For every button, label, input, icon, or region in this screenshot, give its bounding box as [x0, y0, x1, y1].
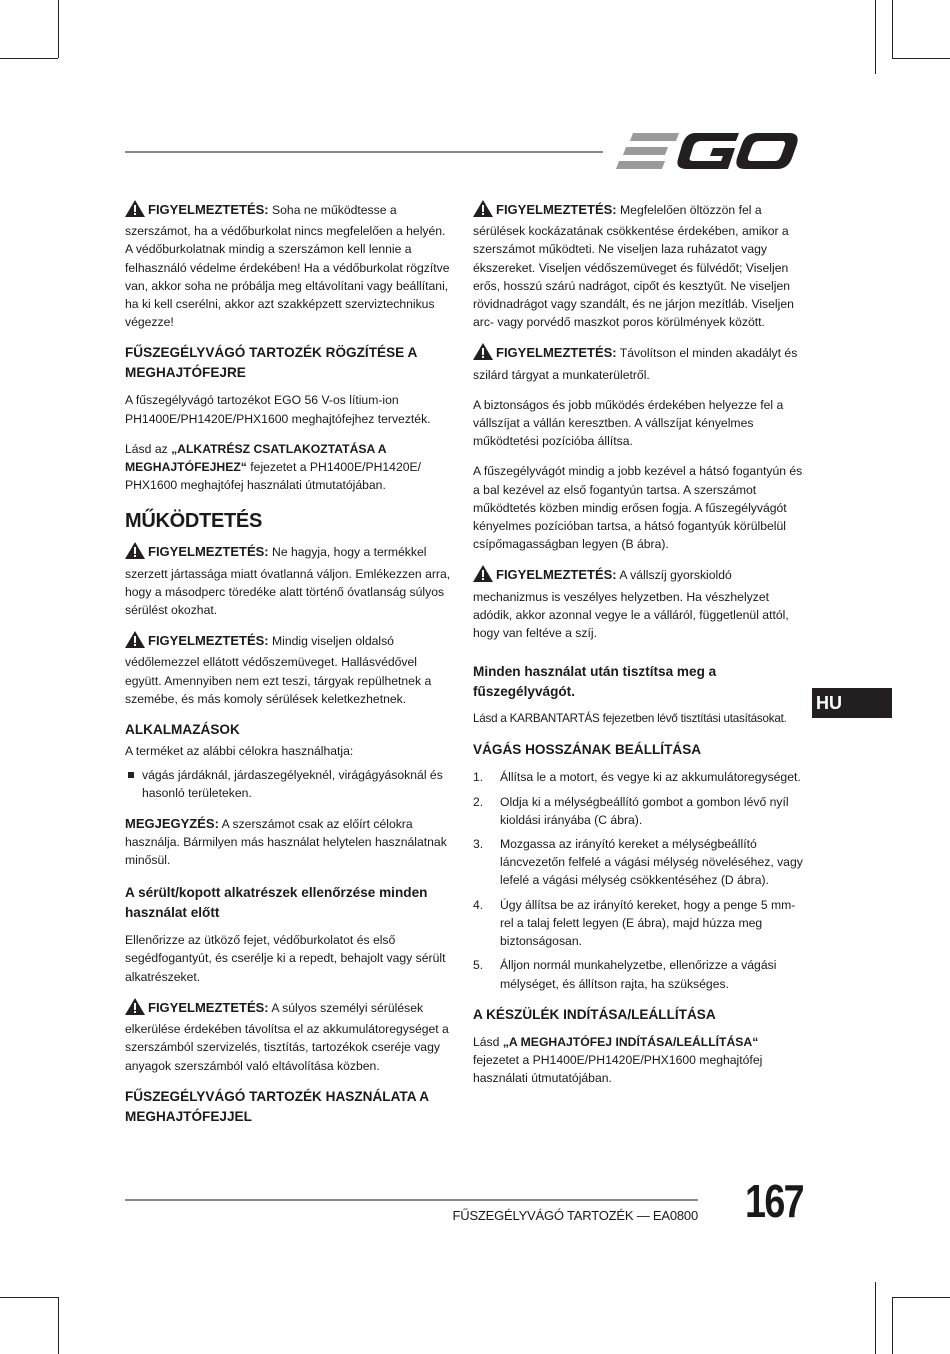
crop-mark — [892, 0, 893, 58]
step-text: Mozgassa az irányító kereket a mélységbeállító láncvezetőn felfelé a vágási mélység növeléséhez, vagy lefelé a vágási mélység csökkentéséhez (D ábra). — [500, 837, 803, 888]
step-number: 3. — [473, 837, 484, 852]
warning-triangle-icon — [473, 200, 493, 222]
crop-mark — [892, 1297, 893, 1354]
crop-mark — [58, 1297, 59, 1354]
heading-attach: FŰSZEGÉLYVÁGÓ TARTOZÉK RÖGZÍTÉSE A MEGHAJTÓFEJRE — [125, 345, 417, 381]
warning-label: FIGYELMEZTETÉS: — [148, 544, 269, 560]
heading-operation: MŰKÖDTETÉS — [125, 510, 263, 533]
right-column — [473, 200, 803, 1099]
applications-list — [125, 766, 455, 802]
warning-remove-battery — [125, 998, 455, 1075]
list-item — [473, 956, 803, 992]
paragraph-applications: A terméket az alábbi célokra használhatja: — [125, 744, 354, 759]
cross-reference: „A MEGHAJTÓFEJ INDÍTÁSA/LEÁLLÍTÁSA“ — [502, 1034, 759, 1049]
step-text: Oldja ki a mélységbeállító gombot a gombon lévő nyíl kioldási irányába (C ábra). — [500, 794, 789, 827]
warning-text: Soha ne működtesse a szerszámot, ha a védőburkolat nincs megfelelően a helyén. A védőburkolatnak mindig a szerszámon kell lennie a felhasználó védelme érdekében! Ha a védőburkolat rögzítve van, akkor soha ne próbálja meg eltávolítani vagy beállítani, ha ki kell cserélni, akkor azt szakképzett szerviztechnikus végezze! — [125, 203, 450, 330]
crop-mark — [0, 58, 58, 59]
crop-mark — [892, 1297, 950, 1298]
warning-text: Mindig viseljen oldalsó védőlemezzel ellátott védőszemüveget. Hallásvédővel együtt. Amennyiben nem ezt teszi, tárgyak repülhetnek a szemébe, és más komoly sérülések keletkezhetnek. — [125, 634, 432, 706]
step-number: 5. — [473, 958, 484, 973]
step-number: 4. — [473, 897, 484, 912]
note-label: MEGJEGYZÉS: — [125, 815, 219, 831]
warning-triangle-icon — [473, 343, 493, 365]
warning-triangle-icon — [125, 998, 145, 1020]
step-text: Állítsa le a motort, és vegye ki az akkumulátoregységet. — [500, 770, 801, 785]
step-number: 1. — [473, 770, 484, 785]
crop-mark — [892, 58, 950, 59]
text-fragment: fejezetet a PH1400E/PH1420E/PHX1600 meghajtófej használati útmutatójában. — [473, 1052, 763, 1086]
bullet-square-icon — [128, 772, 134, 778]
list-item — [125, 766, 455, 802]
list-item — [473, 896, 803, 951]
paragraph-attach-2 — [125, 440, 455, 495]
step-text: Álljon normál munkahelyzetbe, ellenőrizze a vágási mélységet, és állítson rajta, ha szükséges. — [500, 958, 777, 991]
warning-text: A súlyos személyi sérülések elkerülése érdekében távolítsa el az akkumulátoregységet a szerszámból szervizelés, tisztítás, tartozékok cseréje vagy anyagok szerszámból való eltávolítása közben. — [125, 1000, 449, 1073]
warning-triangle-icon — [125, 542, 145, 564]
warning-guard — [125, 200, 455, 331]
cross-reference: „ALKATRÉSZ CSATLAKOZTATÁSA A MEGHAJTÓFEJHEZ“ — [125, 441, 387, 475]
warning-text: Megfelelően öltözzön fel a sérülések kockázatának csökkentése érdekében, amikor a szerszámot működteti. Ne viseljen laza ruházatot vagy ékszereket. Viseljen védőszemüveget és fülvédőt; Viseljen erős, hosszú szárú nadrágot, cipőt és kesztyűt. Ne viseljen rövidnadrágot vagy szandált, és ne járjon mezítláb. Viseljen arc- vagy porvédő maszkot poros körülmények között. — [473, 203, 794, 330]
left-column — [125, 200, 455, 1135]
warning-text: Távolítson el minden akadályt és szilárd tárgyat a munkaterületről. — [473, 346, 798, 382]
warning-label: FIGYELMEZTETÉS: — [496, 345, 617, 361]
footer-title: FŰSZEGÉLYVÁGÓ TARTOZÉK — EA0800 — [452, 1208, 698, 1223]
paragraph-shoulder-strap: A biztonságos és jobb működés érdekében helyezze fel a vállszíjat a vállán keresztben. A vállszíjat kényelmes működtetési pozícióba állítsa. — [473, 397, 784, 449]
list-item — [473, 835, 803, 890]
warning-text: A vállszíj gyorskioldó mechanizmus is veszélyes helyzetben. Ha vészhelyzet adódik, akkor azonnal vegye le a válláról, függetlenül attól, hogy van feltéve a szíj. — [473, 568, 789, 641]
warning-text: Ne hagyja, hogy a termékkel szerzett jártassága miatt óvatlanná váljon. Emlékezzen arra, hogy a másodperc töredéke alatt történő óvatlanság súlyos sérülést okozhat. — [125, 545, 451, 618]
heading-cleaning: Minden használat után tisztítsa meg a fűszegélyvágót. — [473, 664, 717, 700]
step-number: 2. — [473, 794, 484, 809]
page-number: 167 — [745, 1175, 804, 1227]
step-text: Úgy állítsa be az irányító kereket, hogy a penge 5 mm-rel a talaj felett legyen (E ábra), majd húzza meg biztonságosan. — [500, 897, 796, 949]
heading-applications: ALKALMAZÁSOK — [125, 722, 240, 738]
warning-label: FIGYELMEZTETÉS: — [148, 202, 269, 217]
note-text: A szerszámot csak az előírt célokra használja. Bármilyen más használat helytelen használatnak minősül. — [125, 816, 447, 868]
crop-mark — [875, 1282, 876, 1354]
paragraph-cleaning: Lásd a KARBANTARTÁS fejezetben lévő tisztítási utasításokat. — [473, 712, 787, 726]
cutting-depth-steps — [473, 768, 803, 992]
paragraph-start-stop — [473, 1033, 803, 1088]
paragraph-attach-1: A fűszegélyvágó tartozékot EGO 56 V-os lítium-ion PH1400E/PH1420E/PHX1600 meghajtófejhez tervezték. — [125, 393, 431, 426]
list-item-text: vágás járdáknál, járdaszegélyeknél, virágágyásoknál és hasonló területeken. — [142, 768, 443, 801]
warning-triangle-icon — [473, 565, 493, 587]
paragraph-damaged-parts: Ellenőrizze az ütköző fejet, védőburkolatot és első segédfogantyút, és cserélje ki a repedt, behajolt vagy sérült alkatrészeket. — [125, 933, 446, 984]
note — [125, 815, 455, 870]
warning-label: FIGYELMEZTETÉS: — [148, 633, 269, 649]
warning-quick-release — [473, 565, 803, 642]
warning-familiarity — [125, 542, 455, 619]
header-rule — [125, 151, 603, 153]
crop-mark — [0, 1297, 58, 1298]
warning-eye-protection — [125, 631, 455, 708]
text-fragment: Lásd — [473, 1034, 503, 1049]
warning-label: FIGYELMEZTETÉS: — [496, 202, 617, 217]
ego-logo — [615, 130, 800, 177]
crop-mark — [875, 0, 876, 74]
warning-clear-area — [473, 343, 803, 383]
heading-use-with-powerhead: FŰSZEGÉLYVÁGÓ TARTOZÉK HASZNÁLATA A MEGHAJTÓFEJJEL — [125, 1088, 429, 1124]
heading-start-stop: A KÉSZÜLÉK INDÍTÁSA/LEÁLLÍTÁSA — [473, 1006, 716, 1022]
footer-rule — [125, 1199, 698, 1201]
paragraph-holding: A fűszegélyvágót mindig a jobb kezével a hátsó fogantyún és a bal kezével az első fogantyún tartsa. A szerszámot működtetés közben mindig erősen fogja. A fűszegélyvágót kényelmes pozícióban tartsa, a hátsó fogantyúk körülbelül csípőmagasságban legyen (B ábra). — [473, 464, 803, 552]
heading-damaged-parts: A sérült/kopott alkatrészek ellenőrzése minden használat előtt — [125, 885, 428, 921]
text-fragment: fejezetet a PH1400E/PH1420E/ PHX1600 meghajtófej használati útmutatójában. — [125, 460, 422, 493]
text-fragment: Lásd az — [125, 441, 172, 456]
list-item — [473, 768, 803, 786]
warning-clothing — [473, 200, 803, 331]
warning-label: FIGYELMEZTETÉS: — [496, 567, 617, 583]
language-tab: HU — [812, 688, 892, 718]
crop-mark — [58, 0, 59, 58]
warning-triangle-icon — [125, 631, 145, 653]
warning-triangle-icon — [125, 200, 145, 222]
warning-label: FIGYELMEZTETÉS: — [148, 999, 269, 1015]
list-item — [473, 793, 803, 829]
heading-cutting-depth: VÁGÁS HOSSZÁNAK BEÁLLÍTÁSA — [473, 742, 702, 758]
